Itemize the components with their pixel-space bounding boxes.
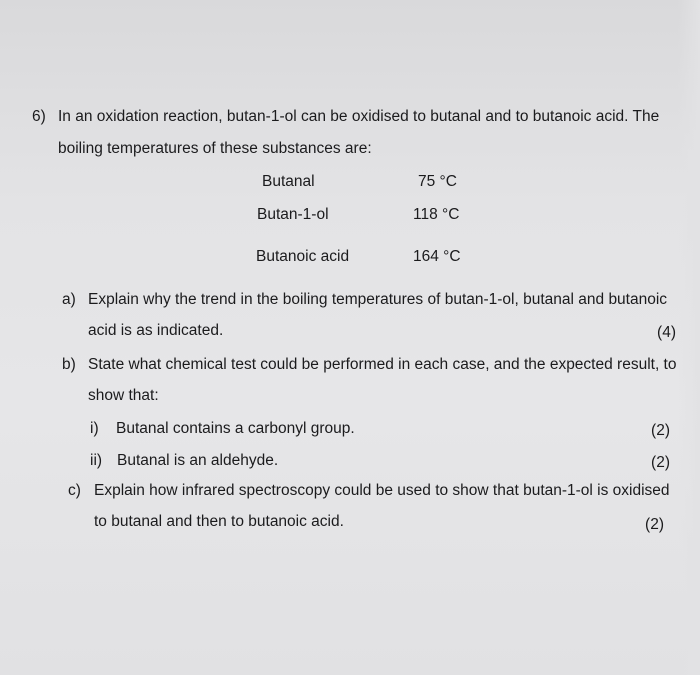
substance-cell: Butanoic acid [256, 248, 350, 265]
part-b-line2: show that: [88, 387, 159, 404]
question-intro-line1: In an oxidation reaction, butan-1-ol can be oxidised to butanal and to butanoic acid. The [58, 108, 660, 125]
part-b-line1: State what chemical test could be performed in each case, and the expected result, to [88, 356, 677, 373]
part-b-label: b) [62, 356, 76, 373]
part-c-label: c) [68, 482, 81, 499]
part-a-line2: acid is as indicated. [88, 322, 224, 339]
part-c-line2: to butanal and then to butanoic acid. [94, 513, 344, 530]
part-a-label: a) [62, 291, 76, 308]
question-intro-line2: boiling temperatures of these substances are: [58, 140, 372, 157]
part-b-ii-text: Butanal is an aldehyde. [117, 452, 279, 469]
substance-cell: Butan-1-ol [257, 206, 329, 223]
part-a-marks: (4) [657, 324, 676, 341]
temperature-cell: 164 °C [413, 248, 461, 265]
page-edge-shadow [678, 0, 700, 675]
part-b-i-marks: (2) [651, 422, 670, 439]
part-c-marks: (2) [645, 516, 664, 533]
part-b-ii-label: ii) [90, 452, 103, 469]
part-a-line1: Explain why the trend in the boiling temperatures of butan-1-ol, butanal and butanoic [88, 291, 668, 308]
part-b-i-text: Butanal contains a carbonyl group. [116, 420, 355, 437]
part-b-ii-marks: (2) [651, 454, 670, 471]
part-c-line1: Explain how infrared spectroscopy could be used to show that butan-1-ol is oxidised [94, 482, 670, 499]
temperature-cell: 118 °C [413, 206, 460, 223]
question-number: 6) [32, 108, 46, 125]
part-b-i-label: i) [90, 420, 99, 437]
substance-cell: Butanal [262, 173, 315, 190]
temperature-cell: 75 °C [418, 173, 457, 190]
